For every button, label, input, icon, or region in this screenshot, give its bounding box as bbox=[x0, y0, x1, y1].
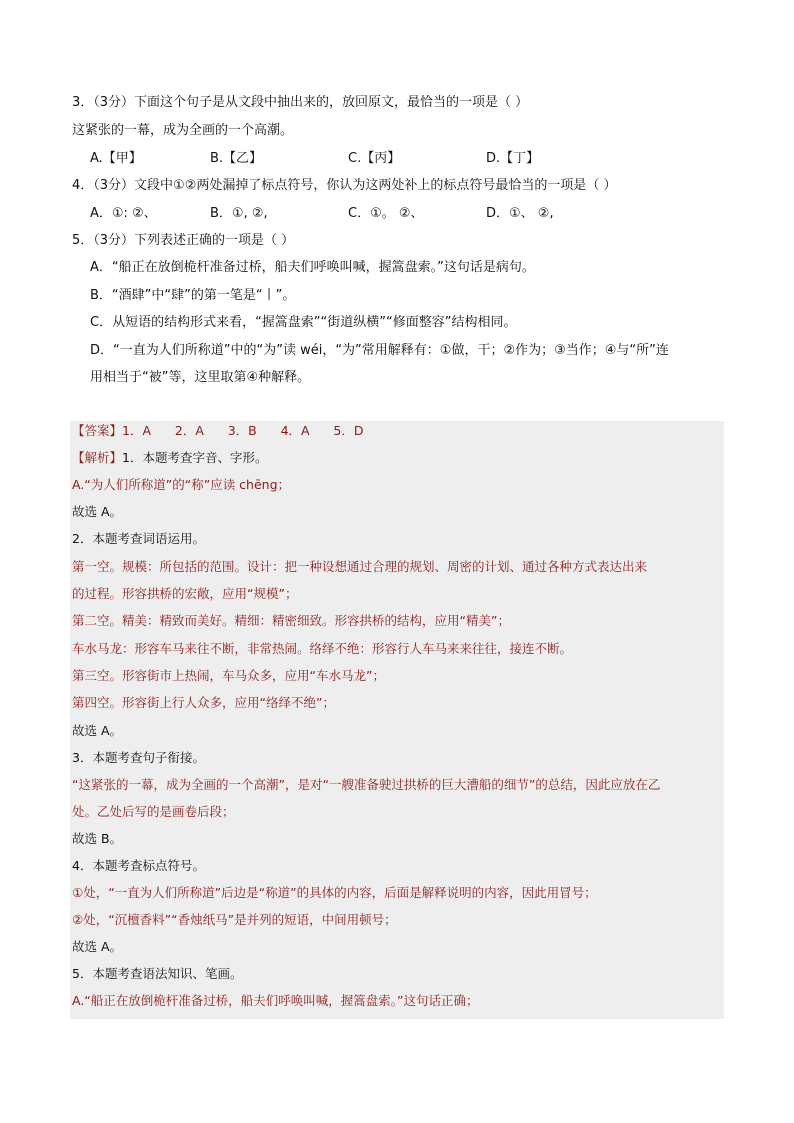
q4-stem: 4．（3分）文段中①②两处漏掉了标点符号，你认为这两处补上的标点符号最恰当的一项是（ ） bbox=[72, 178, 617, 193]
analysis-line: 4．本题考查标点符号。 bbox=[72, 858, 205, 873]
q3-option-b: B.【乙】 bbox=[210, 151, 263, 166]
q5-option-d-continued: 用相当于“被”等，这里取第④种解释。 bbox=[90, 370, 311, 385]
analysis-line: ①处，“一直为人们所称道”后边是“称道”的具体的内容，后面是解释说明的内容，因此用冒号； bbox=[72, 885, 597, 900]
q3-option-a: A.【甲】 bbox=[90, 151, 142, 166]
q3-sentence: 这紧张的一幕，成为全画的一个高潮。 bbox=[72, 123, 294, 138]
q4-option-a: A．①: ②、 bbox=[90, 206, 157, 221]
q5-stem: 5．（3分）下列表述正确的一项是（ ） bbox=[72, 233, 295, 248]
analysis-line: 故选 A。 bbox=[72, 504, 123, 519]
answer-analysis-box bbox=[70, 421, 724, 1019]
analysis-line: “这紧张的一幕，成为全画的一个高潮”，是对“一艘准备驶过拱桥的巨大漕船的细节”的总结，因此应放在乙 bbox=[72, 777, 661, 792]
answer-label: 【答案】 bbox=[72, 423, 123, 438]
analysis-line: 2．本题考查词语运用。 bbox=[72, 531, 205, 546]
analysis-line: 故选 A。 bbox=[72, 723, 123, 738]
analysis-line: 3．本题考查句子衔接。 bbox=[72, 750, 205, 765]
analysis-first-line: 1．本题考查字音、字形。 bbox=[122, 450, 268, 465]
analysis-line: 5．本题考查语法知识、笔画。 bbox=[72, 966, 243, 981]
analysis-line: 第二空。精美：精致而美好。精细：精密细致。形容拱桥的结构，应用“精美”； bbox=[72, 613, 510, 628]
analysis-line: 第一空。规模：所包括的范围。设计：把一种设想通过合理的规划、周密的计划、通过各种方式表达出来 bbox=[72, 559, 648, 574]
analysis-line: A.“为人们所称道”的“称”应读 chēng； bbox=[72, 477, 291, 492]
analysis-line: ②处，“沉檀香料”“香烛纸马”是并列的短语，中间用顿号； bbox=[72, 912, 397, 927]
answer-values: 1．A 2．A 3．B 4．A 5．D bbox=[122, 423, 364, 438]
q5-option-c: C．从短语的结构形式来看，“握篙盘索”“街道纵横”“修面整容”结构相同。 bbox=[90, 315, 517, 330]
analysis-label: 【解析】 bbox=[72, 450, 123, 465]
answer-row bbox=[72, 422, 364, 440]
q5-option-d: D．“一直为人们所称道”中的“为”读 wéi，“为”常用解释有：①做，干；②作为；③当作；④与“所”连 bbox=[90, 343, 669, 358]
q3-stem: 3．（3分）下面这个句子是从文段中抽出来的，放回原文，最恰当的一项是（ ） bbox=[72, 95, 529, 110]
analysis-line: 故选 B。 bbox=[72, 831, 123, 846]
q3-option-d: D.【丁】 bbox=[486, 151, 540, 166]
q4-options bbox=[90, 205, 554, 223]
q4-option-b: B．①, ②, bbox=[210, 206, 268, 221]
q5-option-b: B．“酒肆”中“肆”的第一笔是“丨”。 bbox=[90, 288, 296, 303]
q4-option-c: C．①。 ②、 bbox=[348, 206, 424, 221]
q5-option-a: A．“船正在放倒桅杆准备过桥，船夫们呼唤叫喊，握篙盘索。”这句话是病句。 bbox=[90, 260, 535, 275]
analysis-line: 的过程。形容拱桥的宏敞，应用“规模”； bbox=[72, 586, 298, 601]
analysis-line: 处。乙处后写的是画卷后段； bbox=[72, 804, 235, 819]
analysis-row bbox=[72, 449, 267, 467]
analysis-line: 第四空。形容街上行人众多，应用“络绎不绝”； bbox=[72, 695, 335, 710]
q3-options bbox=[90, 150, 539, 168]
analysis-line: 车水马龙：形容车马来往不断，非常热闹。络绎不绝：形容行人车马来来往往，接连不断。 bbox=[72, 641, 573, 656]
analysis-line: 第三空。形容街市上热闹，车马众多，应用“车水马龙”； bbox=[72, 668, 385, 683]
analysis-line: 故选 A。 bbox=[72, 939, 123, 954]
q4-option-d: D．①、 ②, bbox=[486, 206, 554, 221]
q3-option-c: C.【丙】 bbox=[348, 151, 401, 166]
analysis-line: A.“船正在放倒桅杆准备过桥，船夫们呼唤叫喊，握篙盘索。”这句话正确； bbox=[72, 993, 479, 1008]
